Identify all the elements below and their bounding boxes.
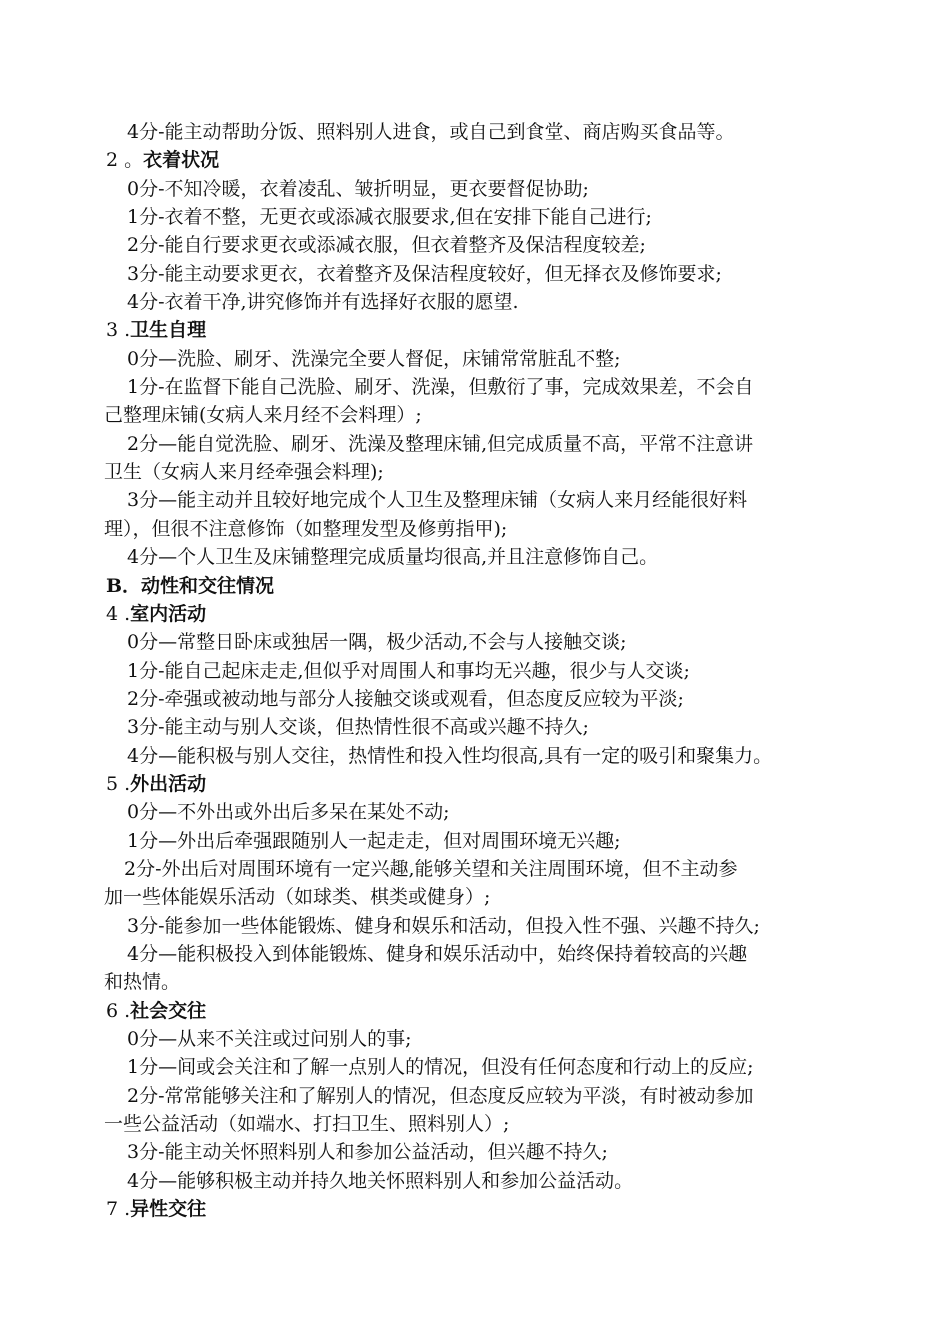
section-number: 7 . (106, 1198, 131, 1221)
score-item: 4分—能够积极主动并持久地关怀照料别人和参加公益活动。 (127, 1169, 634, 1192)
section-heading (0, 770, 950, 798)
score-item: 2分-能自行要求更衣或添减衣服，但衣着整齐及保洁程度较差; (127, 234, 646, 257)
score-item: 0分—洗脸、刷牙、洗澡完全要人督促，床铺常常脏乱不整; (127, 347, 621, 370)
score-item: 0分—常整日卧床或独居一隅，极少活动,不会与人接触交谈; (127, 631, 627, 654)
section-heading (0, 997, 950, 1025)
section-heading (0, 572, 950, 600)
paragraph-continuation: 加一些体能娱乐活动（如球类、棋类或健身）; (104, 886, 491, 909)
score-item: 3分-能主动与别人交谈，但热情性很不高或兴趣不持久; (127, 716, 589, 739)
section-number: 5 . (106, 772, 131, 795)
score-item: 2分-牵强或被动地与部分人接触交谈或观看，但态度反应较为平淡; (127, 687, 684, 710)
paragraph-continuation: 理），但很不注意修饰（如整理发型及修剪指甲); (104, 517, 508, 540)
section-heading (0, 1195, 950, 1223)
section-number: 4 . (106, 602, 131, 625)
section-number: 3 . (106, 319, 131, 342)
section-title: 衣着状况 (143, 149, 220, 172)
score-item: 3分-能主动要求更衣，衣着整齐及保洁程度较好，但无择衣及修饰要求; (127, 262, 722, 285)
section-title: 异性交往 (130, 1198, 207, 1221)
score-item: 2分-常常能够关注和了解别人的情况，但态度反应较为平淡，有时被动参加 (127, 1084, 754, 1107)
score-item: 1分—外出后牵强跟随别人一起走走，但对周围环境无兴趣; (127, 829, 621, 852)
score-item: 1分-能自己起床走走,但似乎对周围人和事均无兴趣，很少与人交谈; (127, 659, 690, 682)
section-title: 卫生自理 (130, 319, 207, 342)
score-item: 0分—从来不关注或过问别人的事; (127, 1028, 412, 1050)
paragraph-continuation: 一些公益活动（如端水、打扫卫生、照料别人）; (104, 1113, 510, 1136)
score-item: 2分—能自觉洗脸、刷牙、洗澡及整理床铺,但完成质量不高，平常不注意讲 (127, 432, 754, 455)
section-title: B．动性和交往情况 (106, 574, 275, 597)
paragraph-continuation: 和热情。 (104, 971, 181, 994)
section-heading (0, 316, 950, 344)
score-item: 4分—能积极投入到体能锻炼、健身和娱乐活动中，始终保持着较高的兴趣 (127, 942, 748, 965)
section-title: 室内活动 (130, 602, 207, 625)
score-item: 3分-能参加一些体能锻炼、健身和娱乐和活动，但投入性不强、兴趣不持久; (127, 914, 760, 937)
document-body (0, 118, 950, 1223)
score-item: 3分-能主动关怀照料别人和参加公益活动，但兴趣不持久; (127, 1141, 608, 1164)
paragraph-continuation: 己整理床铺(女病人来月经不会料理）; (104, 404, 422, 427)
score-item: 4分—个人卫生及床铺整理完成质量均很高,并且注意修饰自己。 (127, 546, 659, 569)
score-item: 4分—能积极与别人交往，热情性和投入性均很高,具有一定的吸引和聚集力。 (127, 744, 773, 767)
score-item: 1分-在监督下能自己洗脸、刷牙、洗澡，但敷衍了事，完成效果差，不会自 (127, 376, 754, 399)
paragraph-continuation: 卫生（女病人来月经牵强会料理); (104, 461, 384, 484)
section-title: 外出活动 (130, 772, 207, 795)
section-number: 6 . (106, 999, 131, 1022)
score-item: 2分-外出后对周围环境有一定兴趣,能够关望和关注周围环境，但不主动参 (124, 857, 738, 880)
score-item: 3分—能主动并且较好地完成个人卫生及整理床铺（女病人来月经能很好料 (127, 489, 748, 512)
section-heading (0, 146, 950, 174)
score-item: 0分-不知冷暖，衣着凌乱、皱折明显，更衣要督促协助; (127, 177, 589, 200)
score-item: 0分—不外出或外出后多呆在某处不动; (127, 801, 450, 824)
section-heading (0, 600, 950, 628)
score-item: 4分-衣着干净,讲究修饰并有选择好衣服的愿望. (127, 291, 519, 314)
section-number: 2 。 (106, 149, 144, 172)
score-item: 1分—间或会关注和了解一点别人的情况，但没有任何态度和行动上的反应; (127, 1056, 754, 1079)
section-title: 社会交往 (130, 999, 207, 1022)
score-item: 4分-能主动帮助分饭、照料别人进食，或自己到食堂、商店购买食品等。 (127, 121, 735, 143)
score-item: 1分-衣着不整，无更衣或添减衣服要求,但在安排下能自己进行; (127, 206, 652, 229)
